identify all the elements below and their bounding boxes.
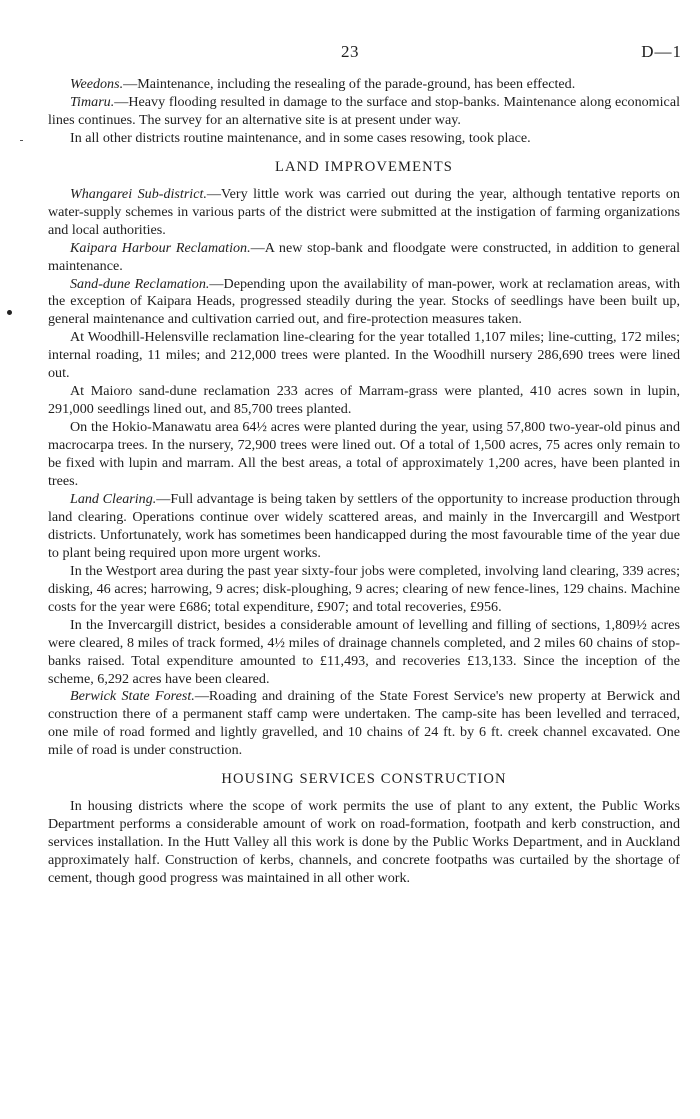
paragraph-title: Berwick State Forest. [70, 688, 195, 705]
paragraph-weedons [48, 76, 680, 94]
paragraph-text: In the Westport area during the past year sixty-four jobs were completed, involving land clearing, 339 acres; disking, 46 acres; harrowing, 9 acres; disk-ploughing, 9 acres; clearing of new fence-lines, 129 chains. Machine costs for the year were £686; total expenditure, £907; and total recoveries, £956. [48, 562, 680, 615]
paragraph-text: At Maioro sand-dune reclamation 233 acres of Marram-grass were planted, 410 acres sown in lupin, 291,000 seedlings lined out, and 85,700 trees planted. [48, 383, 680, 418]
paragraph-text: In housing districts where the scope of work permits the use of plant to any extent, the Public Works Department performs a considerable amount of work on road-formation, footpath and kerb construction, and services installation. In the Hutt Valley all this work is done by the Public Works Department, and in Auckland approximately half. Construction of kerbs, channels, and concrete footpaths was curtailed by the shortage of cement, though good progress was maintained in all other work. [48, 798, 680, 887]
paragraph-text: In all other districts routine maintenance, and in some cases resowing, took place. [70, 129, 531, 146]
paragraph-title: Kaipara Harbour Reclamation. [70, 239, 251, 256]
section-heading-housing-services: HOUSING SERVICES CONSTRUCTION [221, 771, 507, 788]
paragraph-text: —A new stop-bank and floodgate were constructed, in addition to general maintenance. [48, 239, 680, 274]
paragraph-title: Sand-dune Reclamation. [70, 275, 210, 292]
page-number: 23 [341, 42, 359, 61]
paragraph-kaipara [48, 240, 680, 276]
paragraph-hokio [48, 419, 680, 491]
document-body [48, 76, 680, 888]
paragraph-text: —Roading and draining of the State Forest Service's new property at Berwick and construction there of a permanent staff camp were undertaken. The camp-site has been levelled and terraced, one mile of road formed and lightly gravelled, and 10 chains of 24 ft. by 6 ft. creek channel excavated. One mile of road is under construction. [48, 688, 681, 759]
paragraph-invercargill [48, 617, 680, 689]
paragraph-other-districts [48, 130, 680, 148]
document-reference: D—1 [641, 42, 682, 61]
paragraph-berwick [48, 688, 680, 760]
paragraph-maioro [48, 383, 680, 419]
margin-mark [20, 140, 23, 141]
paragraph-text: —Full advantage is being taken by settlers of the opportunity to increase production through land clearing. Operations continue over widely scattered areas, and mainly in the Invercargill and Westport districts. Unfortunately, work has sometimes been handicapped during the most favourable time of the year due to plant being required upon more urgent works. [48, 490, 680, 561]
paragraph-title: Weedons. [70, 76, 124, 92]
paragraph-text: —Heavy flooding resulted in damage to the surface and stop-banks. Maintenance along economical lines continues. The survey for an alternative site is at present under way. [48, 93, 680, 128]
margin-dot [7, 310, 12, 315]
paragraph-title: Whangarei Sub-district. [70, 185, 207, 202]
paragraph-title: Timaru. [70, 93, 115, 110]
paragraph-text: In the Invercargill district, besides a considerable amount of levelling and filling of sections, 1,809½ acres were cleared, 8 miles of track formed, 4½ miles of drainage channels completed, and 2 miles 60 chains of stop-banks raised. Total expenditure amounted to £11,493, and recoveries £13,133. Since the inception of the scheme, 6,292 acres have been cleared. [48, 616, 680, 687]
paragraph-timaru [48, 94, 680, 130]
paragraph-text: On the Hokio-Manawatu area 64½ acres were planted during the year, using 57,800 two-year-old pinus and macrocarpa trees. In the nursery, 72,900 trees were lined out. Of a total of 1,500 acres, 75 acres only remain to be fixed with lupin and marram. All the best areas, a total of approximately 1,200 acres, have been planted in trees. [48, 419, 680, 490]
paragraph-title: Land Clearing. [70, 490, 157, 507]
paragraph-woodhill [48, 329, 680, 383]
paragraph-text: —Very little work was carried out during the year, although tentative reports on water-supply schemes in various parts of the district were submitted at the instigation of farming organizations and local authorities. [48, 185, 680, 238]
paragraph-whangarei [48, 186, 680, 240]
paragraph-text: —Maintenance, including the resealing of the parade-ground, has been effected. [123, 76, 576, 92]
paragraph-text: At Woodhill-Helensville reclamation line-clearing for the year totalled 1,107 miles; line-cutting, 172 miles; internal roading, 11 miles; and 212,000 trees were planted. In the Woodhill nursery 286,690 trees were lined out. [48, 329, 680, 382]
section-heading-land-improvements: LAND IMPROVEMENTS [274, 158, 454, 175]
paragraph-westport [48, 563, 680, 617]
paragraph-text: —Depending upon the availability of man-power, work at reclamation areas, with the exception of Kaipara Heads, progressed steadily during the year. Stocks of seedlings have been built up, general maintenance and cultivation carried out, and fire-protection measures taken. [48, 275, 681, 328]
paragraph-housing [48, 798, 680, 888]
paragraph-land-clearing [48, 491, 680, 563]
paragraph-sand-dune [48, 276, 680, 330]
